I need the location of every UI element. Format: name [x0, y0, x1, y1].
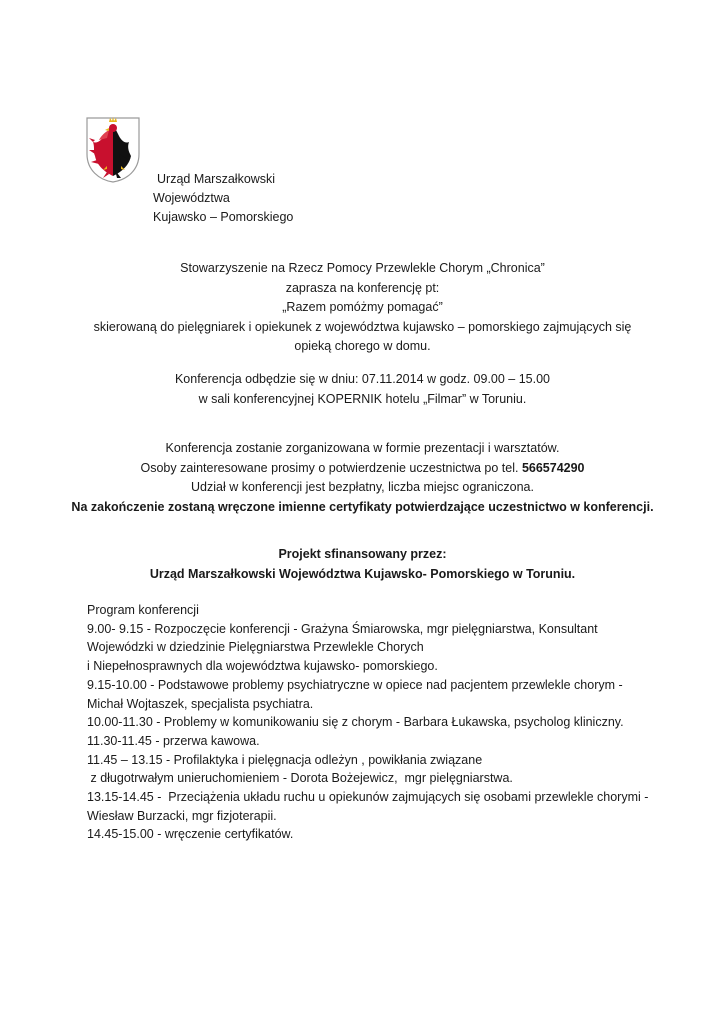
- contact-phone: 566574290: [521, 460, 585, 475]
- program-line: 11.45 – 13.15 - Profilaktyka i pielęgnacja odleżyn , powikłania związane: [87, 752, 483, 767]
- info-registration: [0, 459, 725, 479]
- info-free-entry: Udział w konferencji jest bezpłatny, liczba miejsc ograniczona.: [191, 480, 534, 494]
- program-line: 11.30-11.45 - przerwa kawowa.: [87, 733, 260, 748]
- info-block: [0, 439, 725, 517]
- issuer-line-3: Kujawsko – Pomorskiego: [153, 210, 294, 224]
- invitation-organizer: Stowarzyszenie na Rzecz Pomocy Przewlekle Chorym „Chronica”: [180, 261, 545, 275]
- program-line: z długotrwałym unieruchomieniem - Dorota Bożejewicz, mgr pielęgniarstwa.: [87, 771, 513, 786]
- issuer-block: [153, 170, 293, 227]
- program-line: 14.45-15.00 - wręczenie certyfikatów.: [87, 827, 294, 842]
- conference-title: „Razem pomóżmy pomagać”: [282, 300, 443, 314]
- invitation-audience-cont: opieką chorego w domu.: [294, 339, 431, 353]
- program-line: 10.00-11.30 - Problemy w komunikowaniu się z chorym - Barbara Łukawska, psycholog kliniczny.: [87, 715, 624, 730]
- info-format: Konferencja zostanie zorganizowana w formie prezentacji i warsztatów.: [165, 441, 560, 455]
- program-line: Michał Wojtaszek, specjalista psychiatra.: [87, 696, 314, 711]
- conference-date: Konferencja odbędzie się w dniu: 07.11.2014 w godz. 09.00 – 15.00: [174, 372, 551, 386]
- invitation-intro: zaprasza na konferencję pt:: [285, 280, 440, 295]
- program-line: 9.15-10.00 - Podstawowe problemy psychiatryczne w opiece nad pacjentem przewlekle chorym -: [87, 677, 623, 692]
- program-line: Wojewódzki w dziedzinie Pielęgniarstwa Przewlekle Chorych: [87, 640, 424, 655]
- program-line: 13.15-14.45 - Przeciążenia układu ruchu u opiekunów zajmujących się osobami przewlekle chorymi -: [87, 790, 649, 805]
- program-line: Wiesław Burzacki, mgr fizjoterapii.: [87, 808, 277, 823]
- funding-label: Projekt sfinansowany przez:: [278, 547, 447, 561]
- funding-block: [0, 545, 725, 584]
- issuer-line-1: Urząd Marszałkowski: [157, 172, 276, 186]
- invitation-block: [0, 259, 725, 357]
- info-registration-text: Osoby zainteresowane prosimy o potwierdzenie uczestnictwa po tel.: [140, 460, 522, 475]
- issuer-line-2: Województwa: [153, 191, 230, 205]
- coat-of-arms-icon: [85, 116, 141, 184]
- program-line: i Niepełnosprawnych dla województwa kujawsko- pomorskiego.: [87, 659, 438, 674]
- program-block: [87, 601, 687, 844]
- invitation-audience: skierowaną do pielęgniarek i opiekunek z województwa kujawsko – pomorskiego zajmujących się: [93, 319, 632, 334]
- conference-venue: w sali konferencyjnej KOPERNIK hotelu „Filmar” w Toruniu.: [198, 391, 527, 406]
- program-title: Program konferencji: [87, 603, 199, 617]
- details-block: [0, 370, 725, 409]
- funding-sponsor: Urząd Marszałkowski Województwa Kujawsko- Pomorskiego w Toruniu.: [149, 566, 576, 581]
- info-certificates: Na zakończenie zostaną wręczone imienne certyfikaty potwierdzające uczestnictwo w konferencji.: [71, 499, 654, 514]
- program-line: 9.00- 9.15 - Rozpoczęcie konferencji - Grażyna Śmiarowska, mgr pielęgniarstwa, Konsultant: [87, 621, 598, 636]
